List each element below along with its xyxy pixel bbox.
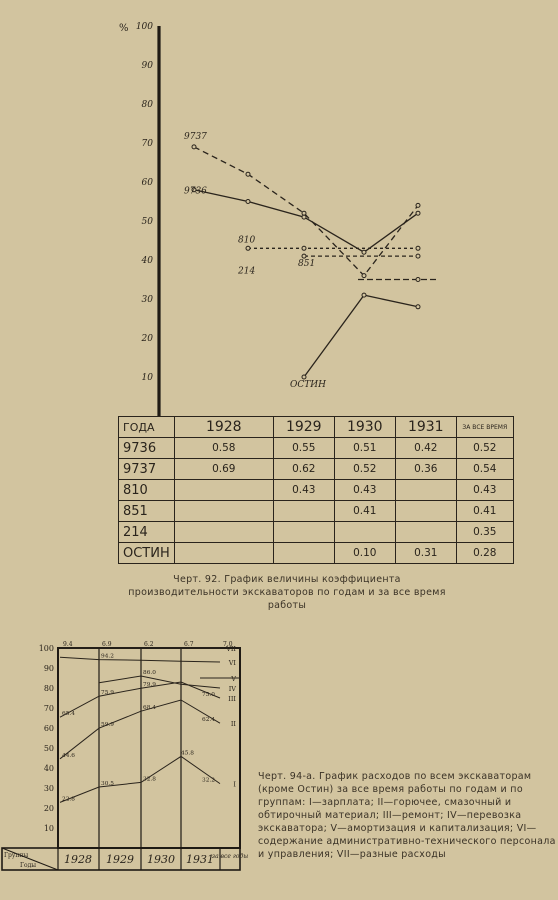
chart94-series-line [60, 657, 220, 662]
table-cell: 0.28 [456, 543, 513, 564]
table-row-label: 214 [119, 522, 175, 543]
chart94-corner-bottom: Годы [20, 862, 37, 869]
caption-figure-92: Черт. 92. График величины коэффициента производительности экскаваторов по годам и за все время работы [128, 574, 446, 611]
chart94-x-tick-label: 1929 [106, 853, 134, 866]
table-col-1931: 1931 [395, 417, 456, 438]
chart92-y-tick-label: 10 [141, 373, 153, 383]
chart94-group-label: II [230, 720, 236, 729]
chart94-x-axis [2, 848, 248, 870]
chart94-y-tick-label: 60 [43, 724, 54, 733]
chart94-point-value: 79.9 [143, 682, 156, 689]
chart94-labels [62, 641, 236, 802]
productivity-coefficient-chart [0, 0, 558, 420]
chart94-group-label: VI [228, 659, 236, 667]
chart94-y-tick-label: 30 [43, 784, 54, 793]
table-cell [395, 480, 456, 501]
chart94-point-value: 86.0 [143, 670, 156, 676]
chart92-point [416, 211, 420, 215]
chart92-y-tick-label: 100 [135, 22, 153, 32]
chart92-point [246, 246, 250, 250]
chart94-point-value: 32.2 [202, 777, 215, 784]
chart94-y-tick-label: 10 [43, 824, 54, 833]
chart92-point [302, 211, 306, 215]
chart94-y-tick-label: 70 [43, 704, 54, 713]
chart92-series-label: 9736 [184, 186, 207, 197]
chart92-point [362, 274, 366, 278]
table-cell: 0.58 [174, 438, 273, 459]
chart94-x-tick-label: 1928 [64, 853, 92, 866]
chart92-series-label: 851 [298, 259, 316, 270]
table-cell: 0.41 [334, 501, 395, 522]
chart92-y-tick-label: 60 [141, 178, 153, 188]
chart94-top-label: 6.2 [144, 641, 154, 648]
chart94-series-line [60, 700, 220, 759]
table-cell: 0.54 [456, 459, 513, 480]
chart92-point [416, 246, 420, 250]
chart94-x-tick-label: 1930 [147, 853, 175, 866]
table-cell: 0.43 [273, 480, 334, 501]
chart94-group-label: VII [226, 645, 236, 653]
chart92-series-label: ОСТИН [290, 380, 326, 390]
chart94-point-value: 65.4 [62, 711, 75, 718]
chart94-point-value: 62.4 [202, 717, 215, 724]
chart92-point [416, 305, 420, 309]
table-cell: 0.31 [395, 543, 456, 564]
table-cell: 0.52 [456, 438, 513, 459]
chart92-y-tick-label: 80 [141, 100, 153, 110]
chart92-series-line [304, 295, 418, 377]
chart92-point [302, 375, 306, 379]
chart94-y-tick-label: 50 [43, 744, 54, 753]
chart92-point [302, 215, 306, 219]
table-row [119, 522, 514, 543]
chart94-point-value: 32.8 [143, 776, 156, 783]
table-cell: 0.43 [334, 480, 395, 501]
table-cell [273, 522, 334, 543]
table-cell: 0.52 [334, 459, 395, 480]
table-col-1928: 1928 [174, 417, 273, 438]
table-col-1929: 1929 [273, 417, 334, 438]
table-cell: 0.55 [273, 438, 334, 459]
table-row-label: 9736 [119, 438, 175, 459]
chart94-point-value: 75.9 [101, 690, 114, 697]
chart92-point [192, 145, 196, 149]
chart92-y-tick-label: 70 [141, 139, 153, 149]
chart92-series-line [194, 190, 418, 252]
chart94-point-value: 44.6 [62, 752, 75, 759]
productivity-table [118, 416, 514, 564]
table-cell [395, 522, 456, 543]
chart94-y-tick-label: 40 [43, 764, 54, 773]
chart92-point [416, 203, 420, 207]
table-cell [273, 501, 334, 522]
chart94-top-label: 6.7 [184, 641, 194, 648]
table-body [119, 438, 514, 564]
chart92-point [246, 200, 250, 204]
chart94-point-value: 30.5 [101, 781, 114, 787]
chart94-y-ticks [39, 644, 54, 833]
chart92-y-axis [119, 23, 159, 416]
chart92-y-tick-label: 20 [141, 334, 153, 344]
table-cell [174, 522, 273, 543]
chart92-y-tick-label: 50 [141, 217, 153, 227]
table-cell [395, 501, 456, 522]
caption-figure-94a: Черт. 94-а. График расходов по всем экскаваторам (кроме Остин) за все время работы по годам и по группам: I—зарплата; II—горючее, смазочный и обтирочный материал; III—ремонт; IV—перевозка экскаватора; V—амортизация и капитализация; VI—содержание административно-технического персонала и управления; VII—разные расходы [258, 771, 556, 860]
chart94-point-value: 75.0 [202, 692, 215, 698]
table-cell [273, 543, 334, 564]
chart94-point-value: 45.8 [181, 750, 194, 757]
chart92-point [362, 250, 366, 254]
table-cell: 0.35 [456, 522, 513, 543]
chart94-point-value: 68.4 [143, 705, 156, 712]
table-row [119, 543, 514, 564]
table-row [119, 501, 514, 522]
table-header-row [119, 417, 514, 438]
chart92-y-tick-label: 90 [141, 61, 153, 71]
chart92-y-tick-label: 40 [141, 256, 153, 266]
chart92-point [416, 254, 420, 258]
chart92-series-label: 810 [238, 235, 256, 246]
chart92-series-label: 214 [238, 266, 256, 277]
table-row-label: 851 [119, 501, 175, 522]
expenses-chart [0, 630, 260, 900]
chart94-y-tick-label: 80 [43, 684, 54, 693]
chart92-y-unit: % [119, 23, 129, 34]
table-corner: ГОДА [119, 417, 175, 438]
chart94-corner-top: Группы [4, 852, 29, 859]
chart94-series-line [60, 756, 220, 802]
table-row-label: 810 [119, 480, 175, 501]
chart94-top-label: 7.0 [223, 641, 233, 648]
chart92-point [302, 246, 306, 250]
chart94-y-tick-label: 100 [38, 644, 54, 653]
chart94-point-value: 59.9 [101, 722, 114, 729]
table-row [119, 459, 514, 480]
table-col-1930: 1930 [334, 417, 395, 438]
chart94-group-label: IV [228, 685, 236, 693]
table-row-label: ОСТИН [119, 543, 175, 564]
chart94-group-label: I [233, 780, 236, 789]
table-cell [334, 522, 395, 543]
chart94-x-tick-label: за все годы [211, 853, 249, 860]
chart92-y-ticks [136, 22, 153, 383]
chart92-point [302, 254, 306, 258]
chart94-group-label: III [228, 695, 236, 703]
chart94-x-tick-label: 1931 [186, 853, 214, 866]
table-cell: 0.36 [395, 459, 456, 480]
chart92-point [362, 293, 366, 297]
chart94-top-label: 9.4 [63, 641, 73, 648]
table-cell: 0.10 [334, 543, 395, 564]
table-cell [174, 480, 273, 501]
table-cell: 0.43 [456, 480, 513, 501]
table-cell [174, 501, 273, 522]
chart92-series-label: 9737 [184, 131, 207, 142]
chart94-y-tick-label: 20 [43, 804, 54, 813]
chart92-series-labels [184, 132, 326, 390]
chart94-y-tick-label: 90 [43, 664, 54, 673]
table-cell: 0.42 [395, 438, 456, 459]
chart92-y-tick-label: 30 [141, 295, 153, 305]
table-row-label: 9737 [119, 459, 175, 480]
chart94-point-value: 94.2 [101, 653, 114, 660]
table-cell [174, 543, 273, 564]
table-cell: 0.41 [456, 501, 513, 522]
chart94-point-value: 22.8 [62, 796, 75, 803]
table-row [119, 480, 514, 501]
table-cell: 0.51 [334, 438, 395, 459]
table-row [119, 438, 514, 459]
table-cell: 0.62 [273, 459, 334, 480]
chart94-group-label: V [231, 675, 236, 683]
chart92-point [246, 172, 250, 176]
chart92-point [416, 278, 420, 282]
chart94-top-label: 6.9 [102, 641, 112, 648]
table-cell: 0.69 [174, 459, 273, 480]
table-col-all-time: ЗА ВСЕ ВРЕМЯ [456, 417, 513, 438]
